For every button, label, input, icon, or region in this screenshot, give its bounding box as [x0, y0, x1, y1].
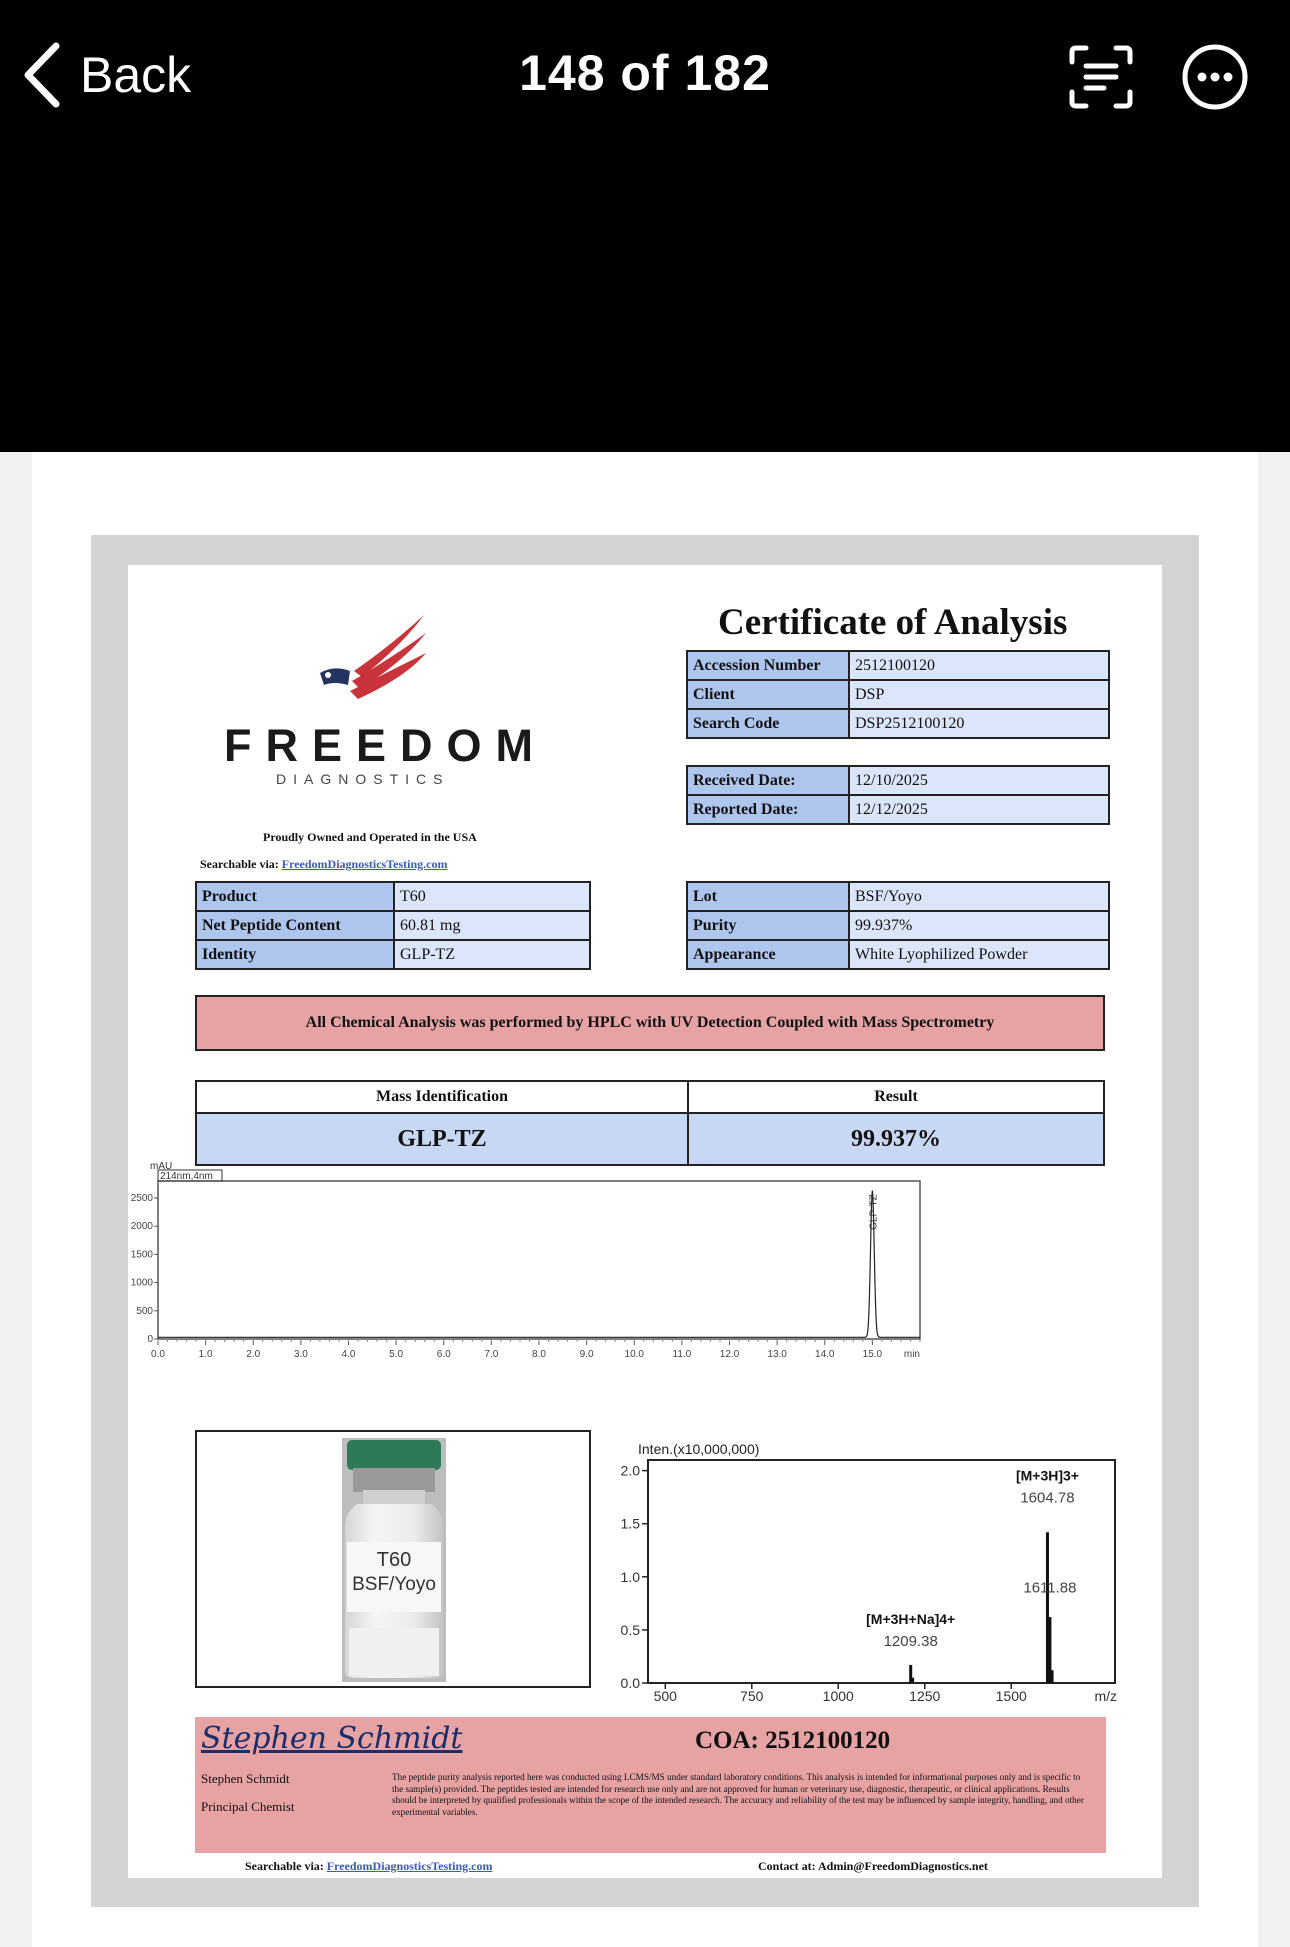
x-tick-label: 1.0 [198, 1349, 213, 1360]
x-axis-label: min [903, 1349, 920, 1360]
x-tick-label: 7.0 [484, 1349, 499, 1360]
logo-wordmark: FREEDOM [224, 720, 547, 771]
analysis-banner: All Chemical Analysis was performed by HPLC with UV Detection Coupled with Mass Spectrometry [195, 995, 1105, 1051]
more-ellipsis-icon[interactable] [1180, 42, 1250, 112]
footer-website-link[interactable]: FreedomDiagnosticsTesting.com [326, 1859, 493, 1873]
x-tick-label: 1500 [995, 1688, 1027, 1704]
table-row: Lot BSF/Yoyo [687, 882, 1109, 911]
plot-frame [158, 1181, 920, 1339]
website-link[interactable]: FreedomDiagnosticsTesting.com [281, 857, 448, 871]
signature-panel [195, 1717, 1106, 1853]
x-tick-label: 10.0 [624, 1349, 644, 1360]
table-row: Accession Number 2512100120 [687, 651, 1109, 680]
y-tick-label: 2000 [130, 1221, 153, 1233]
x-tick-label: 6.0 [436, 1349, 451, 1360]
x-tick-label: 750 [740, 1688, 764, 1704]
y-tick-label: 2.0 [620, 1462, 640, 1479]
top-navigation-bar [0, 0, 1290, 452]
signature-script: Stephen Schmidt [201, 1721, 463, 1756]
y-tick-label: 1.0 [620, 1568, 640, 1585]
y-tick-label: 1500 [130, 1249, 153, 1261]
peak-label: GLP-TZ [868, 1194, 880, 1230]
signer-role: Principal Chemist [201, 1799, 295, 1814]
table-row: Identity GLP-TZ [196, 940, 590, 969]
tagline: Proudly Owned and Operated in the USA [263, 830, 477, 844]
lot-table [686, 881, 1110, 970]
x-tick-label: 500 [653, 1688, 677, 1704]
y-axis-label: mAU [150, 1161, 173, 1172]
certificate-document [128, 565, 1162, 1878]
searchable-via: Searchable via: FreedomDiagnosticsTesting.com [200, 857, 448, 871]
table-header-row: Mass Identification Result [197, 1082, 1103, 1114]
disclaimer-text: The peptide purity analysis reported here was conducted using LCMS/MS under standard laboratory conditions. This analysis is intended for informational purposes only and is specific to the sample(s) provided. The peptides tested are intended for research use only and are not approved for human or veterinary use, diagnostic, therapeutic, or clinical applications. Results should be interpreted by qualified professionals within the scope of the intended research. The accuracy and reliability of the test may be influenced by sample integrity, handling, and other experimental variables. [392, 1772, 1084, 1817]
x-tick-label: 8.0 [532, 1349, 546, 1360]
table-row: Net Peptide Content 60.81 mg [196, 911, 590, 940]
x-tick-label: 3.0 [293, 1349, 308, 1360]
back-label: Back [80, 47, 192, 103]
x-tick-label: 12.0 [719, 1349, 740, 1360]
y-tick-label: 0 [147, 1334, 153, 1345]
y-tick-label: 500 [136, 1305, 153, 1317]
photo-counter: 148 of 182 [519, 45, 771, 101]
x-tick-label: 0.0 [151, 1349, 165, 1360]
footer-contact: Contact at: Admin@FreedomDiagnostics.net [758, 1859, 988, 1873]
x-axis-label: m/z [1094, 1688, 1117, 1704]
vial-label-lot: BSF/Yoyo [352, 1574, 436, 1595]
y-tick-label: 0.0 [620, 1675, 640, 1691]
vial-label-product: T60 [376, 1549, 412, 1571]
table-row: Received Date: 12/10/2025 [687, 766, 1109, 795]
x-tick-label: 1250 [909, 1688, 941, 1704]
x-tick-label: 15.0 [862, 1349, 883, 1360]
y-axis-label: Inten.(x10,000,000) [638, 1441, 760, 1457]
table-row: Product T60 [196, 882, 590, 911]
table-row: Reported Date: 12/12/2025 [687, 795, 1109, 824]
footer-searchable: Searchable via: FreedomDiagnosticsTesting.com [245, 1859, 493, 1873]
peak-annotation-value: 1209.38 [883, 1632, 938, 1650]
y-tick-label: 1000 [130, 1277, 153, 1289]
table-row: GLP-TZ 99.937% [197, 1114, 1103, 1164]
table-row: Search Code DSP2512100120 [687, 709, 1109, 738]
peak-annotation-label: [M+3H]3+ [1015, 1467, 1079, 1484]
chromatogram-trace [158, 1191, 920, 1338]
y-tick-label: 2500 [130, 1192, 153, 1204]
coa-number: COA: 2512100120 [695, 1727, 891, 1754]
mass-spectrum-chart [503, 1410, 1123, 1704]
peak-annotation-value: 1604.78 [1020, 1489, 1075, 1507]
freedom-flag-logo-icon [306, 615, 436, 705]
dates-table [686, 765, 1110, 825]
table-row: Client DSP [687, 680, 1109, 709]
x-tick-label: 5.0 [389, 1349, 404, 1360]
product-table [195, 881, 591, 970]
x-tick-label: 13.0 [767, 1349, 787, 1360]
legend-label: 214nm,4nm [160, 1171, 213, 1182]
text-scan-icon[interactable] [1066, 42, 1136, 112]
y-tick-label: 1.5 [620, 1515, 640, 1532]
signer-name: Stephen Schmidt [201, 1771, 290, 1786]
x-tick-label: 2.0 [246, 1349, 261, 1360]
peak-annotation-label: [M+3H+Na]4+ [866, 1610, 956, 1627]
logo-subtitle: DIAGNOSTICS [276, 771, 450, 787]
peak-annotation-value: 1611.88 [1023, 1579, 1077, 1597]
x-tick-label: 14.0 [815, 1349, 835, 1360]
certificate-title: Certificate of Analysis [718, 602, 1068, 643]
x-tick-label: 4.0 [341, 1349, 356, 1360]
hplc-chromatogram [128, 1161, 1162, 1429]
y-tick-label: 0.5 [620, 1621, 640, 1638]
table-row: Appearance White Lyophilized Powder [687, 940, 1109, 969]
x-tick-label: 11.0 [672, 1349, 692, 1360]
x-tick-label: 9.0 [579, 1349, 594, 1360]
x-tick-label: 1000 [822, 1688, 854, 1704]
mass-identification-table [195, 1080, 1105, 1166]
accession-table [686, 650, 1110, 739]
table-row: Purity 99.937% [687, 911, 1109, 940]
